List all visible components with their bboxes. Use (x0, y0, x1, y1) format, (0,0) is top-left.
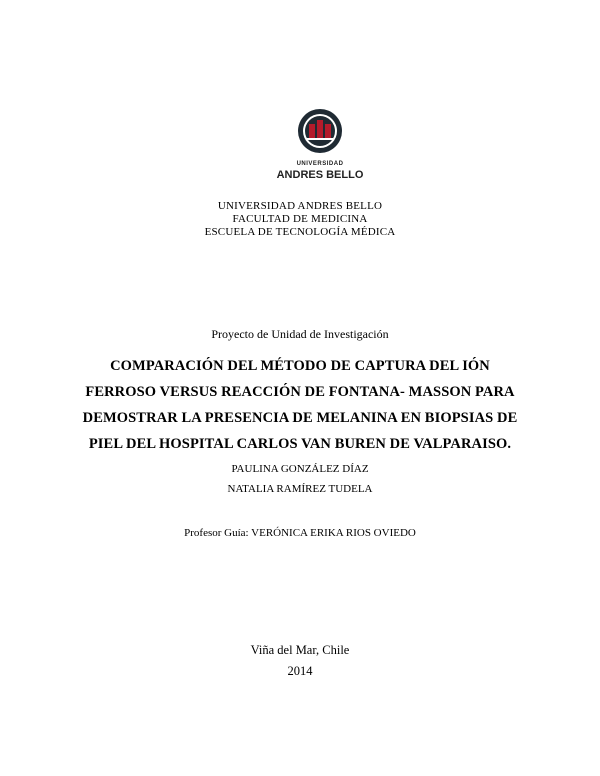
place: Viña del Mar, Chile (250, 643, 350, 657)
year: 2014 (287, 664, 313, 678)
title-line: PIEL DEL HOSPITAL CARLOS VAN BUREN DE VALPARAISO. (88, 436, 512, 452)
place-date-block (0, 640, 600, 682)
author-name: NATALIA RAMÍREZ TUDELA (227, 483, 373, 495)
logo-text-university: UNIVERSIDAD (296, 161, 344, 167)
university-logo (270, 106, 370, 186)
authors-block (0, 459, 600, 499)
author-name: PAULINA GONZÁLEZ DÍAZ (231, 463, 369, 475)
professor-guide: Profesor Guía: VERÓNICA ERIKA RIOS OVIEDO (184, 527, 416, 539)
faculty-name: FACULTAD DE MEDICINA (232, 213, 368, 225)
university-name: UNIVERSIDAD ANDRES BELLO (217, 200, 383, 212)
university-seal-icon (270, 106, 370, 161)
project-type: Proyecto de Unidad de Investigación (211, 327, 389, 341)
school-name: ESCUELA DE TECNOLOGÍA MÉDICA (204, 226, 396, 238)
institution-block (0, 200, 600, 239)
logo-text-name: ANDRES BELLO (276, 169, 364, 181)
title-line: FERROSO VERSUS REACCIÓN DE FONTANA- MASSON PARA (85, 384, 515, 400)
title-line: COMPARACIÓN DEL MÉTODO DE CAPTURA DEL IÓN (110, 358, 490, 374)
thesis-title (0, 353, 600, 457)
title-line: DEMOSTRAR LA PRESENCIA DE MELANINA EN BIOPSIAS DE (82, 410, 518, 426)
